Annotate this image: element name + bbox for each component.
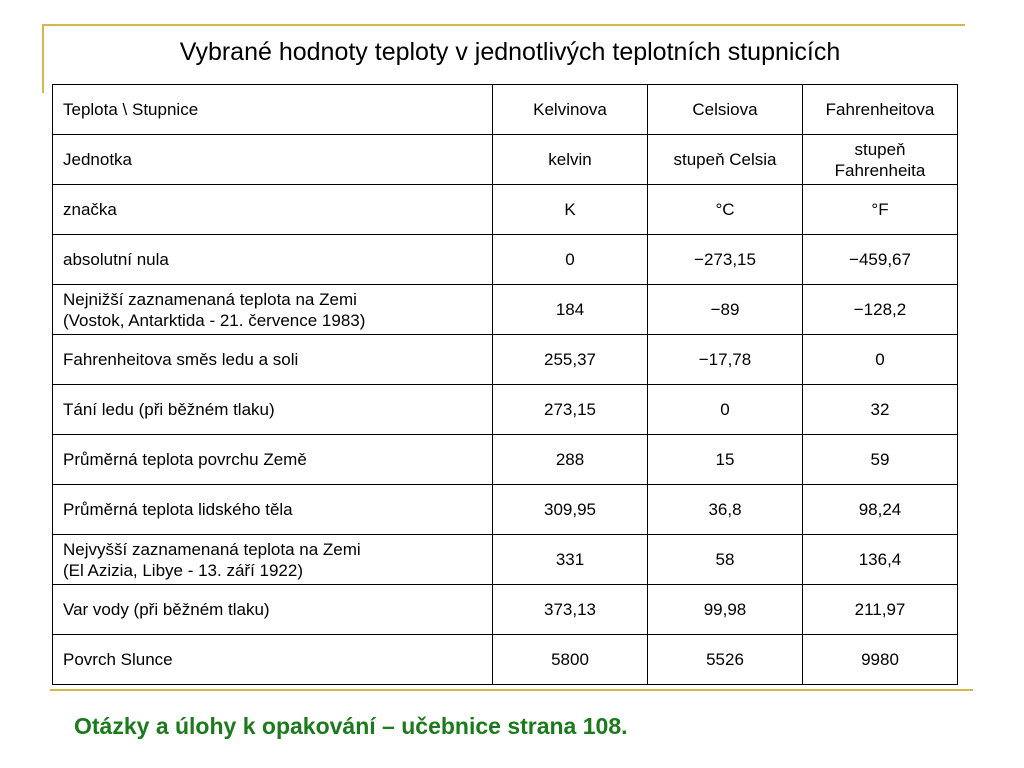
cell-kelvin: 273,15 <box>493 385 648 435</box>
cell-fahrenheit: 211,97 <box>803 585 958 635</box>
row-label-detail: (El Azizia, Libye - 13. září 1922) <box>63 560 304 580</box>
header-label: Teplota \ Stupnice <box>53 85 493 135</box>
frame-bottom-line <box>50 689 973 691</box>
cell-fahrenheit: −128,2 <box>803 285 958 335</box>
row-label: Tání ledu (při běžném tlaku) <box>63 400 275 419</box>
row-label-cell <box>53 185 493 235</box>
cell-kelvin: 331 <box>493 535 648 585</box>
row-label: Nejvyšší zaznamenaná teplota na Zemi <box>63 539 361 559</box>
table-row <box>53 585 958 635</box>
table-row <box>53 285 958 335</box>
table-row <box>53 435 958 485</box>
cell-kelvin: 288 <box>493 435 648 485</box>
cell-kelvin: 0 <box>493 235 648 285</box>
cell-celsius: 58 <box>648 535 803 585</box>
header-celsius: Celsiova <box>648 85 803 135</box>
row-label-detail: (Vostok, Antarktida - 21. července 1983) <box>63 310 366 330</box>
cell-kelvin: 5800 <box>493 635 648 685</box>
row-label: absolutní nula <box>63 250 169 269</box>
row-label: Fahrenheitova směs ledu a soli <box>63 350 299 369</box>
cell-fahrenheit: 0 <box>803 335 958 385</box>
table-row <box>53 185 958 235</box>
row-label: Nejnižší zaznamenaná teplota na Zemi <box>63 289 357 309</box>
table-row <box>53 535 958 585</box>
table-row <box>53 235 958 285</box>
row-label-cell <box>53 535 493 585</box>
table-row <box>53 485 958 535</box>
row-label-cell <box>53 435 493 485</box>
header-fahrenheit: Fahrenheitova <box>803 85 958 135</box>
cell-fahrenheit: stupeň Fahrenheita <box>803 135 958 185</box>
row-label: značka <box>63 200 117 219</box>
cell-kelvin: 255,37 <box>493 335 648 385</box>
cell-celsius: stupeň Celsia <box>648 135 803 185</box>
cell-celsius: 15 <box>648 435 803 485</box>
temperature-table <box>52 84 958 685</box>
cell-fahrenheit: °F <box>803 185 958 235</box>
row-label: Var vody (při běžném tlaku) <box>63 600 270 619</box>
row-label-cell <box>53 285 493 335</box>
row-label-cell <box>53 335 493 385</box>
cell-fahrenheit: 136,4 <box>803 535 958 585</box>
cell-kelvin: kelvin <box>493 135 648 185</box>
cell-celsius: 5526 <box>648 635 803 685</box>
table-row <box>53 135 958 185</box>
row-label: Průměrná teplota povrchu Země <box>63 450 307 469</box>
cell-kelvin: K <box>493 185 648 235</box>
cell-fahrenheit: −459,67 <box>803 235 958 285</box>
row-label-cell <box>53 135 493 185</box>
slide-title: Vybrané hodnoty teploty v jednotlivých teplotních stupnicích <box>179 38 841 66</box>
table-row <box>53 635 958 685</box>
row-label-cell <box>53 485 493 535</box>
cell-celsius: 36,8 <box>648 485 803 535</box>
cell-celsius: °C <box>648 185 803 235</box>
table-header-row <box>53 85 958 135</box>
row-label: Průměrná teplota lidského těla <box>63 500 293 519</box>
cell-fahrenheit: 59 <box>803 435 958 485</box>
row-label-cell <box>53 635 493 685</box>
table-row <box>53 385 958 435</box>
cell-fahrenheit: 98,24 <box>803 485 958 535</box>
cell-fahrenheit: 9980 <box>803 635 958 685</box>
table-row <box>53 335 958 385</box>
cell-celsius: −17,78 <box>648 335 803 385</box>
cell-kelvin: 309,95 <box>493 485 648 535</box>
cell-celsius: 0 <box>648 385 803 435</box>
frame-top-line <box>42 24 965 26</box>
row-label: Jednotka <box>63 150 132 169</box>
row-label: Povrch Slunce <box>63 650 173 669</box>
frame-left-line <box>42 24 44 93</box>
header-kelvin: Kelvinova <box>493 85 648 135</box>
cell-celsius: −89 <box>648 285 803 335</box>
row-label-cell <box>53 585 493 635</box>
cell-celsius: 99,98 <box>648 585 803 635</box>
table-body <box>53 135 958 685</box>
footer-note: Otázky a úlohy k opakování – učebnice strana 108. <box>74 713 628 739</box>
row-label-cell <box>53 385 493 435</box>
row-label-cell <box>53 235 493 285</box>
cell-kelvin: 184 <box>493 285 648 335</box>
cell-kelvin: 373,13 <box>493 585 648 635</box>
cell-fahrenheit: 32 <box>803 385 958 435</box>
cell-celsius: −273,15 <box>648 235 803 285</box>
